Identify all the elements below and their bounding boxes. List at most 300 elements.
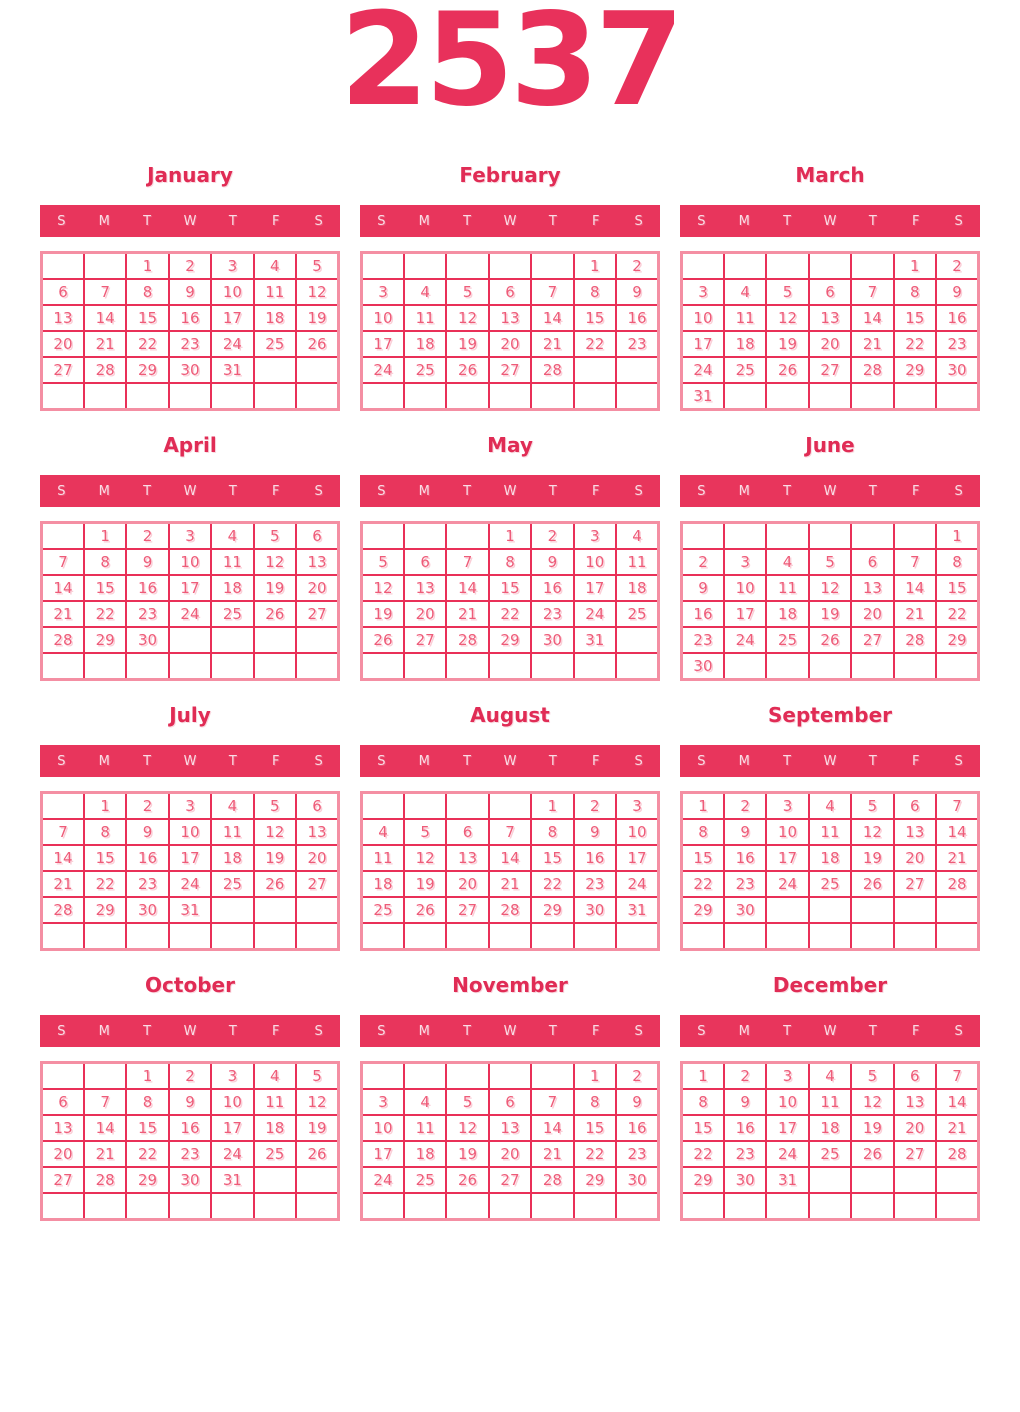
- date-cell: 29: [84, 627, 126, 653]
- date-cell: 12: [296, 279, 338, 305]
- date-cell: 17: [616, 845, 658, 871]
- week-row: [42, 523, 339, 550]
- date-cell: 30: [936, 357, 978, 383]
- date-cell: 16: [126, 575, 168, 601]
- weekday-label: T: [228, 213, 237, 229]
- empty-date-cell: [489, 253, 531, 280]
- weekday-label: F: [911, 213, 920, 229]
- weekday-label: S: [314, 483, 323, 499]
- empty-date-cell: [489, 923, 531, 950]
- weekday-label: M: [418, 753, 430, 769]
- empty-date-cell: [362, 1193, 404, 1220]
- date-cell: 3: [766, 1063, 808, 1090]
- empty-date-cell: [169, 653, 211, 680]
- weekday-label: S: [697, 753, 706, 769]
- empty-date-cell: [362, 383, 404, 410]
- date-cell: 18: [404, 1141, 446, 1167]
- date-cell: 29: [682, 897, 724, 923]
- month-title: August: [470, 703, 550, 727]
- date-cell: 1: [84, 523, 126, 550]
- empty-date-cell: [766, 383, 808, 410]
- date-cell: 14: [851, 305, 893, 331]
- date-cell: 3: [211, 1063, 253, 1090]
- date-cell: 12: [296, 1089, 338, 1115]
- date-cell: 23: [724, 871, 766, 897]
- empty-date-cell: [126, 653, 168, 680]
- empty-date-cell: [851, 897, 893, 923]
- date-cell: 27: [851, 627, 893, 653]
- weekday-label: F: [591, 213, 600, 229]
- date-cell: 11: [766, 575, 808, 601]
- date-cell: 23: [724, 1141, 766, 1167]
- week-row: [42, 1115, 339, 1141]
- week-row: [362, 357, 659, 383]
- weekday-label: F: [911, 1023, 920, 1039]
- date-cell: 27: [809, 357, 851, 383]
- year-title: 2537: [339, 0, 681, 135]
- date-cell: 25: [809, 871, 851, 897]
- date-cell: 26: [809, 627, 851, 653]
- date-cell: 16: [724, 1115, 766, 1141]
- weekday-header-row: [360, 475, 660, 507]
- date-cell: 14: [489, 845, 531, 871]
- empty-date-cell: [254, 357, 296, 383]
- empty-date-cell: [616, 627, 658, 653]
- date-cell: 3: [362, 279, 404, 305]
- month-title: May: [487, 433, 533, 457]
- weekday-label: T: [143, 753, 152, 769]
- weekday-label: W: [823, 213, 837, 229]
- weekday-label: S: [954, 483, 963, 499]
- week-row: [682, 653, 979, 680]
- date-cell: 13: [296, 819, 338, 845]
- date-cell: 6: [404, 549, 446, 575]
- empty-date-cell: [531, 1063, 573, 1090]
- empty-date-cell: [404, 523, 446, 550]
- date-cell: 30: [574, 897, 616, 923]
- date-cell: 5: [254, 793, 296, 820]
- week-row: [42, 357, 339, 383]
- weekday-label: T: [463, 213, 472, 229]
- date-cell: 9: [616, 279, 658, 305]
- empty-date-cell: [446, 793, 488, 820]
- weekday-label: M: [418, 1023, 430, 1039]
- date-cell: 6: [894, 1063, 936, 1090]
- date-cell: 11: [809, 819, 851, 845]
- date-cell: 24: [766, 1141, 808, 1167]
- weekday-label: W: [183, 213, 197, 229]
- weekday-label: S: [954, 1023, 963, 1039]
- date-cell: 4: [254, 253, 296, 280]
- empty-date-cell: [531, 1193, 573, 1220]
- date-cell: 2: [531, 523, 573, 550]
- empty-date-cell: [211, 1193, 253, 1220]
- weekday-header-row: [40, 745, 340, 777]
- weekday-label: F: [911, 753, 920, 769]
- empty-date-cell: [936, 383, 978, 410]
- weekday-header-row: [40, 475, 340, 507]
- empty-date-cell: [489, 653, 531, 680]
- weekday-label: T: [548, 213, 557, 229]
- weekday-label: T: [228, 1023, 237, 1039]
- date-cell: 29: [531, 897, 573, 923]
- empty-date-cell: [42, 523, 84, 550]
- weekday-label: T: [228, 483, 237, 499]
- date-cell: 27: [894, 871, 936, 897]
- week-row: [362, 1063, 659, 1090]
- date-cell: 10: [211, 279, 253, 305]
- date-cell: 17: [169, 845, 211, 871]
- week-row: [42, 1089, 339, 1115]
- weekday-label: S: [57, 483, 66, 499]
- date-cell: 31: [211, 357, 253, 383]
- date-cell: 7: [936, 1063, 978, 1090]
- date-cell: 29: [84, 897, 126, 923]
- date-cell: 19: [809, 601, 851, 627]
- date-cell: 7: [851, 279, 893, 305]
- date-cell: 11: [362, 845, 404, 871]
- date-cell: 27: [404, 627, 446, 653]
- date-cell: 21: [84, 1141, 126, 1167]
- date-cell: 13: [489, 305, 531, 331]
- date-cell: 6: [894, 793, 936, 820]
- date-cell: 24: [724, 627, 766, 653]
- date-cell: 28: [489, 897, 531, 923]
- week-row: [362, 1141, 659, 1167]
- date-cell: 26: [851, 871, 893, 897]
- week-row: [362, 871, 659, 897]
- date-cell: 10: [766, 819, 808, 845]
- date-cell: 20: [296, 575, 338, 601]
- week-row: [362, 549, 659, 575]
- month-calendar: [40, 973, 340, 1221]
- week-row: [362, 331, 659, 357]
- date-cell: 26: [766, 357, 808, 383]
- empty-date-cell: [404, 1193, 446, 1220]
- date-cell: 12: [404, 845, 446, 871]
- weekday-label: S: [377, 1023, 386, 1039]
- date-cell: 26: [296, 331, 338, 357]
- date-cell: 13: [42, 305, 84, 331]
- date-cell: 1: [489, 523, 531, 550]
- empty-date-cell: [42, 1063, 84, 1090]
- empty-date-cell: [446, 253, 488, 280]
- date-cell: 19: [296, 305, 338, 331]
- date-cell: 24: [169, 601, 211, 627]
- month-calendar: [360, 703, 660, 951]
- date-cell: 26: [254, 601, 296, 627]
- date-cell: 29: [126, 1167, 168, 1193]
- empty-date-cell: [362, 1063, 404, 1090]
- empty-date-cell: [894, 383, 936, 410]
- date-cell: 22: [574, 331, 616, 357]
- date-cell: 26: [446, 357, 488, 383]
- date-cell: 28: [84, 357, 126, 383]
- date-cell: 4: [211, 523, 253, 550]
- date-cell: 22: [84, 601, 126, 627]
- weekday-header-row: [360, 205, 660, 237]
- empty-date-cell: [766, 923, 808, 950]
- date-cell: 4: [809, 1063, 851, 1090]
- date-cell: 14: [42, 845, 84, 871]
- empty-date-cell: [766, 523, 808, 550]
- weekday-label: S: [314, 213, 323, 229]
- date-cell: 14: [42, 575, 84, 601]
- date-cell: 11: [809, 1089, 851, 1115]
- date-cell: 27: [42, 1167, 84, 1193]
- empty-date-cell: [446, 383, 488, 410]
- empty-date-cell: [169, 923, 211, 950]
- date-cell: 1: [894, 253, 936, 280]
- date-cell: 25: [254, 331, 296, 357]
- empty-date-cell: [362, 653, 404, 680]
- date-cell: 26: [254, 871, 296, 897]
- weekday-label: F: [271, 213, 280, 229]
- date-cell: 5: [254, 523, 296, 550]
- empty-date-cell: [766, 897, 808, 923]
- empty-date-cell: [851, 523, 893, 550]
- date-cell: 29: [682, 1167, 724, 1193]
- date-cell: 19: [851, 1115, 893, 1141]
- month-calendar: [360, 163, 660, 411]
- weekday-label: T: [143, 213, 152, 229]
- date-cell: 24: [362, 357, 404, 383]
- month-title: January: [147, 163, 233, 187]
- date-cell: 15: [894, 305, 936, 331]
- date-cell: 30: [169, 1167, 211, 1193]
- date-cell: 22: [489, 601, 531, 627]
- weekday-label: W: [503, 483, 517, 499]
- date-cell: 6: [489, 1089, 531, 1115]
- date-cell: 16: [682, 601, 724, 627]
- date-cell: 16: [616, 305, 658, 331]
- date-cell: 7: [894, 549, 936, 575]
- date-cell: 31: [616, 897, 658, 923]
- date-cell: 25: [362, 897, 404, 923]
- empty-date-cell: [936, 897, 978, 923]
- empty-date-cell: [296, 383, 338, 410]
- empty-date-cell: [894, 1193, 936, 1220]
- date-cell: 18: [404, 331, 446, 357]
- date-cell: 19: [362, 601, 404, 627]
- week-row: [42, 923, 339, 950]
- date-cell: 22: [126, 1141, 168, 1167]
- week-row: [362, 1089, 659, 1115]
- month-date-table: [680, 251, 980, 411]
- date-cell: 7: [531, 1089, 573, 1115]
- date-cell: 26: [296, 1141, 338, 1167]
- date-cell: 7: [531, 279, 573, 305]
- week-row: [362, 575, 659, 601]
- empty-date-cell: [851, 253, 893, 280]
- empty-date-cell: [531, 653, 573, 680]
- empty-date-cell: [574, 383, 616, 410]
- month-calendar: [680, 433, 980, 681]
- date-cell: 19: [254, 845, 296, 871]
- date-cell: 8: [84, 819, 126, 845]
- date-cell: 4: [211, 793, 253, 820]
- date-cell: 28: [531, 357, 573, 383]
- month-title: December: [772, 973, 888, 997]
- empty-date-cell: [296, 627, 338, 653]
- date-cell: 24: [211, 331, 253, 357]
- date-cell: 20: [489, 1141, 531, 1167]
- empty-date-cell: [404, 923, 446, 950]
- date-cell: 21: [446, 601, 488, 627]
- date-cell: 21: [489, 871, 531, 897]
- date-cell: 28: [84, 1167, 126, 1193]
- month-date-table: [680, 1061, 980, 1221]
- month-title: March: [795, 163, 865, 187]
- week-row: [682, 845, 979, 871]
- date-cell: 2: [574, 793, 616, 820]
- date-cell: 29: [894, 357, 936, 383]
- date-cell: 7: [489, 819, 531, 845]
- date-cell: 25: [211, 871, 253, 897]
- weekday-label: S: [314, 753, 323, 769]
- empty-date-cell: [211, 653, 253, 680]
- weekday-label: S: [697, 483, 706, 499]
- empty-date-cell: [766, 1193, 808, 1220]
- date-cell: 19: [446, 331, 488, 357]
- week-row: [42, 897, 339, 923]
- weekday-label: S: [634, 213, 643, 229]
- empty-date-cell: [211, 897, 253, 923]
- date-cell: 1: [574, 1063, 616, 1090]
- weekday-label: T: [228, 753, 237, 769]
- weekday-label: S: [377, 753, 386, 769]
- date-cell: 15: [574, 305, 616, 331]
- month-date-table: [680, 521, 980, 681]
- date-cell: 8: [682, 819, 724, 845]
- weekday-label: S: [57, 213, 66, 229]
- empty-date-cell: [211, 383, 253, 410]
- date-cell: 16: [531, 575, 573, 601]
- date-cell: 9: [724, 819, 766, 845]
- date-cell: 15: [84, 575, 126, 601]
- date-cell: 6: [42, 279, 84, 305]
- week-row: [42, 279, 339, 305]
- empty-date-cell: [446, 1063, 488, 1090]
- date-cell: 13: [404, 575, 446, 601]
- date-cell: 26: [851, 1141, 893, 1167]
- date-cell: 23: [169, 331, 211, 357]
- date-cell: 18: [211, 575, 253, 601]
- date-cell: 10: [682, 305, 724, 331]
- month-calendar: [360, 433, 660, 681]
- empty-date-cell: [851, 653, 893, 680]
- empty-date-cell: [254, 1167, 296, 1193]
- weekday-label: T: [548, 1023, 557, 1039]
- week-row: [362, 523, 659, 550]
- date-cell: 21: [84, 331, 126, 357]
- weekday-label: M: [738, 213, 750, 229]
- empty-date-cell: [616, 357, 658, 383]
- week-row: [682, 793, 979, 820]
- date-cell: 7: [84, 279, 126, 305]
- empty-date-cell: [254, 627, 296, 653]
- date-cell: 20: [42, 331, 84, 357]
- weekday-header-row: [360, 745, 660, 777]
- date-cell: 15: [682, 845, 724, 871]
- date-cell: 17: [682, 331, 724, 357]
- empty-date-cell: [809, 523, 851, 550]
- month-title: June: [805, 433, 855, 457]
- date-cell: 8: [126, 279, 168, 305]
- week-row: [682, 627, 979, 653]
- weekday-label: S: [634, 1023, 643, 1039]
- week-row: [682, 575, 979, 601]
- month-date-table: [360, 521, 660, 681]
- month-calendar: [40, 433, 340, 681]
- week-row: [682, 819, 979, 845]
- weekday-label: S: [377, 483, 386, 499]
- date-cell: 13: [894, 819, 936, 845]
- empty-date-cell: [766, 253, 808, 280]
- date-cell: 18: [254, 1115, 296, 1141]
- month-date-table: [40, 521, 340, 681]
- date-cell: 18: [616, 575, 658, 601]
- date-cell: 22: [126, 331, 168, 357]
- date-cell: 28: [851, 357, 893, 383]
- date-cell: 17: [766, 845, 808, 871]
- week-row: [682, 1089, 979, 1115]
- weekday-label: T: [143, 1023, 152, 1039]
- date-cell: 8: [489, 549, 531, 575]
- week-row: [682, 1063, 979, 1090]
- month-calendar: [40, 703, 340, 951]
- date-cell: 31: [574, 627, 616, 653]
- empty-date-cell: [404, 253, 446, 280]
- week-row: [42, 653, 339, 680]
- months-grid: [40, 163, 980, 1221]
- empty-date-cell: [489, 1063, 531, 1090]
- empty-date-cell: [254, 383, 296, 410]
- date-cell: 3: [724, 549, 766, 575]
- date-cell: 10: [362, 1115, 404, 1141]
- month-date-table: [40, 1061, 340, 1221]
- weekday-label: T: [548, 483, 557, 499]
- weekday-label: S: [954, 753, 963, 769]
- date-cell: 20: [404, 601, 446, 627]
- date-cell: 11: [724, 305, 766, 331]
- date-cell: 27: [296, 601, 338, 627]
- empty-date-cell: [616, 1193, 658, 1220]
- week-row: [42, 845, 339, 871]
- date-cell: 29: [489, 627, 531, 653]
- weekday-label: T: [783, 213, 792, 229]
- weekday-label: S: [634, 753, 643, 769]
- empty-date-cell: [211, 923, 253, 950]
- date-cell: 6: [42, 1089, 84, 1115]
- date-cell: 4: [404, 1089, 446, 1115]
- empty-date-cell: [404, 383, 446, 410]
- date-cell: 4: [616, 523, 658, 550]
- weekday-label: F: [271, 1023, 280, 1039]
- week-row: [682, 1167, 979, 1193]
- empty-date-cell: [936, 923, 978, 950]
- date-cell: 1: [84, 793, 126, 820]
- date-cell: 24: [682, 357, 724, 383]
- weekday-label: S: [697, 1023, 706, 1039]
- weekday-label: T: [868, 483, 877, 499]
- date-cell: 14: [84, 1115, 126, 1141]
- empty-date-cell: [724, 653, 766, 680]
- date-cell: 5: [446, 1089, 488, 1115]
- weekday-label: F: [271, 753, 280, 769]
- date-cell: 10: [211, 1089, 253, 1115]
- date-cell: 15: [84, 845, 126, 871]
